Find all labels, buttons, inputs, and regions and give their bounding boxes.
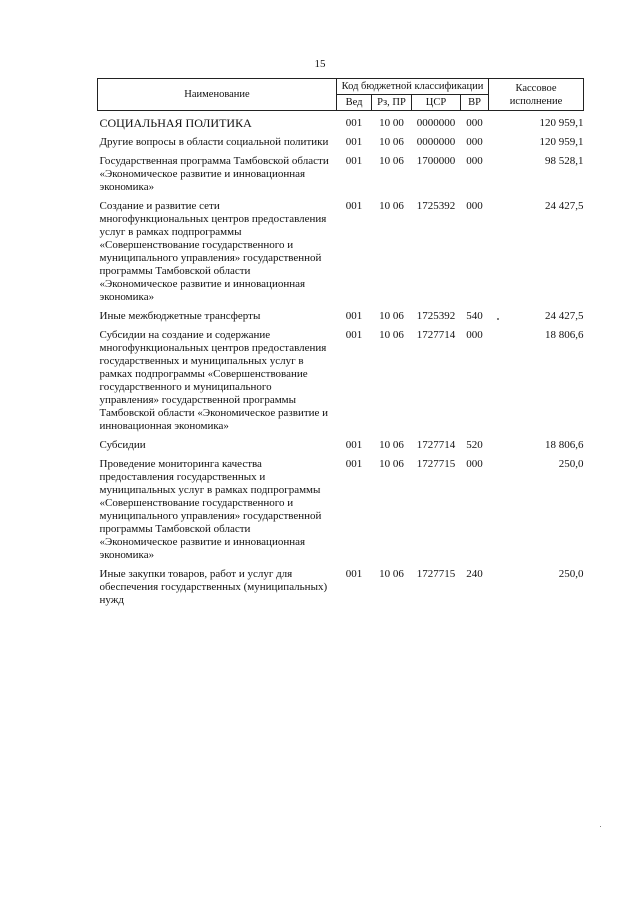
row-csr: 1727714 [416, 329, 456, 341]
row-rz-pr: 10 06 [379, 155, 404, 167]
row-rz-pr: 10 06 [379, 439, 404, 451]
row-amount: 98 528,1 [545, 155, 584, 167]
table-row [98, 565, 584, 610]
row-vr: 000 [466, 329, 483, 341]
row-amount: 250,0 [558, 568, 584, 580]
row-name: Создание и развитие сети многофункциональных центров предоставления услуг в рамках подпрограммы «Совершенствование государственного и муниципального управления» государственной программы Тамбовской области «Экономическое развитие и инновационная экономика» [99, 200, 327, 303]
row-vr: 240 [466, 568, 483, 580]
row-amount: 24 427,5 [545, 310, 584, 322]
row-rz-pr: 10 06 [379, 200, 404, 212]
row-ved: 001 [345, 568, 363, 580]
table-row [98, 307, 584, 326]
row-vr: 000 [466, 117, 483, 129]
row-vr: 520 [466, 439, 483, 451]
header-budget-code: Код бюджетной классификации [337, 79, 489, 95]
row-ved: 001 [345, 310, 363, 322]
table-row [98, 111, 584, 134]
row-rz-pr: 10 00 [379, 117, 404, 129]
row-amount: 24 427,5 [545, 200, 584, 212]
table-row [98, 326, 584, 436]
row-name: Субсидии [99, 439, 146, 451]
row-csr: 1727715 [416, 458, 456, 470]
scan-speck [600, 826, 601, 827]
row-name: Субсидии на создание и содержание многофункциональных центров предоставления государственных и муниципальных услуг в рамках подпрограммы «Совершенствование государственного и муниципального управления» государственной программы Тамбовской области «Экономическое развитие и инновационная экономика» [99, 329, 329, 432]
row-csr: 1727714 [416, 439, 456, 451]
header-vr: ВР [461, 95, 489, 111]
row-amount: 18 806,6 [545, 439, 584, 451]
row-amount: 120 959,1 [539, 136, 584, 148]
row-csr: 1725392 [416, 200, 456, 212]
row-amount: 18 806,6 [545, 329, 584, 341]
row-vr: 000 [466, 458, 483, 470]
row-ved: 001 [345, 439, 363, 451]
row-name: Государственная программа Тамбовской области «Экономическое развитие и инновационная экономика» [99, 155, 329, 193]
row-csr: 0000000 [416, 136, 456, 148]
row-csr: 0000000 [416, 117, 456, 129]
row-rz-pr: 10 06 [379, 329, 404, 341]
row-csr: 1725392 [416, 310, 456, 322]
row-ved: 001 [345, 117, 363, 129]
budget-table [97, 78, 584, 610]
row-ved: 001 [345, 329, 363, 341]
table-header [98, 79, 584, 111]
table-row [98, 197, 584, 307]
row-amount: 120 959,1 [539, 117, 584, 129]
row-name: Иные закупки товаров, работ и услуг для обеспечения государственных (муниципальных) нужд [99, 568, 328, 606]
row-name: Иные межбюджетные трансферты [99, 310, 261, 322]
row-amount: 250,0 [558, 458, 584, 470]
row-rz-pr: 10 06 [379, 136, 404, 148]
scan-speck [497, 318, 499, 320]
table-row [98, 133, 584, 152]
row-name: Проведение мониторинга качества предоставления государственных и муниципальных услуг в рамках подпрограммы «Совершенствование государственного и муниципального управления» государственной программы Тамбовской области «Экономическое развитие и инновационная экономика» [99, 458, 322, 561]
row-rz-pr: 10 06 [379, 458, 404, 470]
row-vr: 000 [466, 136, 483, 148]
row-name: Другие вопросы в области социальной политики [99, 136, 329, 148]
row-ved: 001 [345, 458, 363, 470]
page-number: 15 [314, 58, 326, 70]
row-name: СОЦИАЛЬНАЯ ПОЛИТИКА [99, 116, 252, 130]
header-name: Наименование [98, 79, 337, 111]
row-rz-pr: 10 06 [379, 310, 404, 322]
row-ved: 001 [345, 200, 363, 212]
row-vr: 540 [466, 310, 483, 322]
table-row [98, 152, 584, 197]
row-ved: 001 [345, 136, 363, 148]
header-kassovoe: Кассовое исполнение [489, 79, 584, 111]
header-rz-pr: Рз, ПР [372, 95, 412, 111]
table-row [98, 436, 584, 455]
row-vr: 000 [466, 200, 483, 212]
row-csr: 1727715 [416, 568, 456, 580]
row-ved: 001 [345, 155, 363, 167]
table-body [98, 111, 584, 611]
row-rz-pr: 10 06 [379, 568, 404, 580]
header-ved: Вед [337, 95, 372, 111]
table-row [98, 455, 584, 565]
header-csr: ЦСР [412, 95, 461, 111]
row-csr: 1700000 [416, 155, 456, 167]
row-vr: 000 [466, 155, 483, 167]
